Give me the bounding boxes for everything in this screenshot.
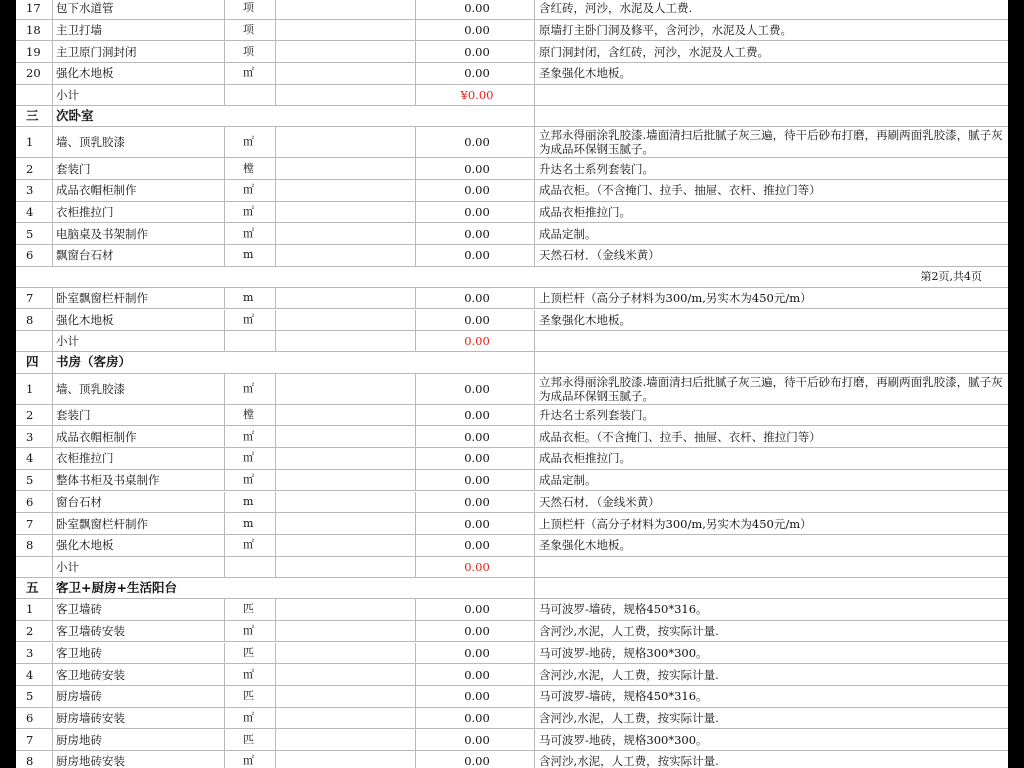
unit-cell[interactable]: ㎡ [225,374,276,404]
item-name-cell[interactable]: 套装门 [53,158,225,179]
amount-cell[interactable]: 0.00 [416,288,535,309]
item-name-cell[interactable]: 套装门 [53,405,225,426]
description-cell[interactable]: 天然石材．（金线米黄） [539,248,660,263]
description-cell[interactable]: 马可波罗-墙砖，规格450*316。 [539,602,708,617]
section-number-cell[interactable]: 三 [16,106,53,127]
table-row [16,599,1008,621]
section-title-cell[interactable]: 书房（客房） [53,352,535,373]
table-row [16,535,1008,557]
row-number-cell[interactable]: 4 [16,202,53,223]
table-row [16,20,1008,42]
row-number-cell[interactable] [16,331,53,351]
item-name-cell[interactable]: 飘窗台石材 [53,245,225,266]
unit-cell[interactable]: ㎡ [225,470,276,491]
quantity-cell[interactable] [276,426,416,447]
description-cell[interactable]: 含河沙,水泥，人工费，按实际计量. [539,754,719,768]
item-name-cell[interactable]: 客卫地砖安装 [53,664,225,685]
table-row [16,708,1008,730]
amount-cell[interactable]: 0.00 [416,751,535,768]
table-row [16,374,1008,405]
description-cell[interactable] [535,85,1008,105]
description-cell[interactable]: 上顶栏杆（高分子材料为300/m,另实木为450元/m） [539,291,812,306]
description-cell[interactable]: 上顶栏杆（高分子材料为300/m,另实木为450元/m） [539,516,812,531]
row-number-cell[interactable]: 4 [16,664,53,685]
amount-cell[interactable]: 0.00 [416,708,535,729]
item-name-cell[interactable]: 厨房地砖 [53,729,225,750]
amount-cell[interactable]: 0.00 [416,0,535,19]
quantity-cell[interactable] [276,20,416,41]
row-number-cell[interactable]: 20 [16,63,53,84]
row-number-cell[interactable]: 6 [16,492,53,513]
amount-cell[interactable]: 0.00 [416,448,535,469]
item-name-cell[interactable]: 窗台石材 [53,492,225,513]
row-number-cell[interactable]: 3 [16,180,53,201]
description-cell[interactable]: 原墙打主卧门洞及修平，含河沙，水泥及人工费。 [539,23,792,38]
description-cell[interactable]: 成品定制。 [539,473,597,488]
row-number-cell[interactable]: 5 [16,223,53,244]
item-name-cell[interactable]: 成品衣帽柜制作 [53,426,225,447]
subtotal-label-cell[interactable]: 小计 [53,85,225,105]
quantity-cell[interactable] [276,708,416,729]
item-name-cell[interactable]: 强化木地板 [53,310,225,331]
subtotal-label-cell[interactable]: 小计 [53,331,225,351]
item-name-cell[interactable]: 衣柜推拉门 [53,202,225,223]
description-cell[interactable] [535,557,1008,577]
quantity-cell[interactable] [276,405,416,426]
description-cell[interactable]: 圣象强化木地板。 [539,312,631,327]
description-cell[interactable]: 成品衣柜。（不含掩门、拉手、抽屉、衣杆、推拉门等） [539,429,821,444]
amount-cell[interactable]: 0.00 [416,63,535,84]
quantity-cell[interactable] [276,599,416,620]
description-cell[interactable]: 成品定制。 [539,226,597,241]
table-row [16,202,1008,224]
unit-cell[interactable]: ㎡ [225,535,276,556]
table-row [16,245,1008,267]
description-cell[interactable]: 成品衣柜。（不含掩门、拉手、抽屉、衣杆、推拉门等） [539,183,821,198]
table-row [16,448,1008,470]
quantity-cell[interactable] [276,513,416,534]
row-number-cell[interactable]: 17 [16,0,53,19]
quantity-cell[interactable] [276,470,416,491]
description-cell[interactable] [535,352,1008,373]
subtotal-row [16,331,1008,352]
table-row [16,127,1008,158]
row-number-cell[interactable]: 6 [16,708,53,729]
row-number-cell[interactable]: 6 [16,245,53,266]
unit-cell[interactable]: ㎡ [225,310,276,331]
amount-cell[interactable]: 0.00 [416,643,535,664]
table-row [16,426,1008,448]
table-row [16,180,1008,202]
item-name-cell[interactable]: 强化木地板 [53,63,225,84]
unit-cell[interactable]: 匹 [225,643,276,664]
amount-cell[interactable]: 0.00 [416,492,535,513]
unit-cell[interactable]: m [225,245,276,266]
amount-cell[interactable]: 0.00 [416,245,535,266]
row-number-cell[interactable]: 7 [16,729,53,750]
section-row [16,352,1008,374]
subtotal-row [16,557,1008,578]
description-cell[interactable]: 马可波罗-地砖，规格300*300。 [539,645,708,660]
description-cell[interactable]: 含红砖，河沙，水泥及人工费. [539,1,693,16]
amount-cell[interactable]: 0.00 [416,180,535,201]
row-number-cell[interactable]: 7 [16,288,53,309]
quantity-cell[interactable] [276,448,416,469]
unit-cell[interactable]: 樘 [225,405,276,426]
row-number-cell[interactable] [16,85,53,105]
section-number-cell[interactable]: 四 [16,352,53,373]
unit-cell[interactable]: 樘 [225,158,276,179]
description-cell[interactable]: 含河沙,水泥，人工费，按实际计量. [539,710,719,725]
description-cell[interactable]: 马可波罗-墙砖，规格450*316。 [539,689,708,704]
unit-cell[interactable]: 匹 [225,599,276,620]
unit-cell[interactable]: m [225,288,276,309]
row-number-cell[interactable]: 1 [16,374,53,404]
amount-cell[interactable]: 0.00 [416,686,535,707]
quantity-cell[interactable] [276,686,416,707]
quantity-cell[interactable] [276,729,416,750]
amount-cell[interactable]: 0.00 [416,664,535,685]
subtotal-label-cell[interactable]: 小计 [53,557,225,577]
description-cell[interactable]: 升达名士系列套装门。 [539,161,654,176]
amount-cell[interactable]: 0.00 [416,41,535,62]
row-number-cell[interactable]: 5 [16,470,53,491]
item-name-cell[interactable]: 衣柜推拉门 [53,448,225,469]
item-name-cell[interactable]: 强化木地板 [53,535,225,556]
amount-cell[interactable]: 0.00 [416,426,535,447]
item-name-cell[interactable]: 厨房地砖安装 [53,751,225,768]
unit-cell[interactable]: ㎡ [225,426,276,447]
item-name-cell[interactable]: 整体书柜及书桌制作 [53,470,225,491]
amount-cell[interactable]: 0.00 [416,310,535,331]
item-name-cell[interactable]: 主卫打墙 [53,20,225,41]
row-number-cell[interactable]: 1 [16,127,53,157]
description-cell[interactable]: 原门洞封闭，含红砖，河沙，水泥及人工费。 [539,44,769,59]
row-number-cell[interactable]: 4 [16,448,53,469]
unit-cell[interactable]: ㎡ [225,751,276,768]
unit-cell[interactable]: ㎡ [225,448,276,469]
description-cell[interactable]: 天然石材．（金线米黄） [539,494,660,509]
quantity-cell[interactable] [276,621,416,642]
row-number-cell[interactable]: 2 [16,158,53,179]
row-number-cell[interactable]: 3 [16,426,53,447]
item-name-cell[interactable]: 客卫墙砖 [53,599,225,620]
section-row [16,578,1008,600]
amount-cell[interactable]: 0.00 [416,513,535,534]
amount-cell[interactable]: 0.00 [416,470,535,491]
quantity-cell[interactable] [276,0,416,19]
section-title-cell[interactable]: 次卧室 [53,106,535,127]
row-number-cell[interactable]: 2 [16,405,53,426]
quantity-cell[interactable] [276,223,416,244]
quantity-cell[interactable] [276,643,416,664]
quantity-cell[interactable] [276,41,416,62]
quantity-cell[interactable] [276,492,416,513]
table-row [16,0,1008,20]
quantity-cell[interactable] [276,374,416,404]
amount-cell[interactable]: 0.00 [416,374,535,404]
amount-cell[interactable]: 0.00 [416,621,535,642]
table-row [16,470,1008,492]
table-row [16,664,1008,686]
quantity-cell[interactable] [276,664,416,685]
description-cell[interactable]: 成品衣柜推拉门。 [539,451,631,466]
row-number-cell[interactable]: 8 [16,751,53,768]
pagebreak-row [16,267,1008,288]
amount-cell[interactable]: 0.00 [416,127,535,157]
item-name-cell[interactable]: 厨房墙砖安装 [53,708,225,729]
subtotal-amount-cell[interactable]: 0.00 [416,557,535,577]
row-number-cell[interactable]: 5 [16,686,53,707]
row-number-cell[interactable]: 8 [16,535,53,556]
description-cell[interactable]: 圣象强化木地板。 [539,66,631,81]
unit-cell[interactable]: ㎡ [225,621,276,642]
description-cell[interactable] [535,106,1008,127]
description-cell[interactable]: 升达名士系列套装门。 [539,408,654,423]
unit-cell[interactable]: 项 [225,41,276,62]
item-name-cell[interactable]: 厨房墙砖 [53,686,225,707]
amount-cell[interactable]: 0.00 [416,202,535,223]
quantity-cell[interactable] [276,288,416,309]
row-number-cell[interactable]: 3 [16,643,53,664]
row-number-cell[interactable]: 7 [16,513,53,534]
subtotal-row [16,85,1008,106]
quantity-cell[interactable] [276,63,416,84]
item-name-cell[interactable]: 墙、顶乳胶漆 [53,127,225,157]
amount-cell[interactable]: 0.00 [416,599,535,620]
quantity-cell[interactable] [276,245,416,266]
row-number-cell[interactable]: 1 [16,599,53,620]
quantity-cell[interactable] [276,180,416,201]
quotation-sheet [16,0,1008,768]
unit-cell[interactable] [225,331,276,351]
description-cell[interactable]: 成品衣柜推拉门。 [539,205,631,220]
unit-cell[interactable]: ㎡ [225,202,276,223]
description-cell[interactable]: 立邦永得丽涂乳胶漆.墙面清扫后批腻子灰三遍，待干后砂布打磨，再刷两面乳胶漆，腻子灰为成品环保钢玉腻子。 [539,374,1003,403]
quantity-cell[interactable] [276,751,416,768]
item-name-cell[interactable]: 成品衣帽柜制作 [53,180,225,201]
table-row [16,513,1008,535]
table-row [16,310,1008,332]
description-cell[interactable]: 含河沙,水泥，人工费，按实际计量. [539,624,719,639]
table-row [16,405,1008,427]
description-cell[interactable]: 立邦永得丽涂乳胶漆.墙面清扫后批腻子灰三遍，待干后砂布打磨，再刷两面乳胶漆，腻子灰为成品环保钢玉腻子。 [539,128,1003,157]
unit-cell[interactable]: 匹 [225,729,276,750]
row-number-cell[interactable]: 2 [16,621,53,642]
unit-cell[interactable]: 项 [225,20,276,41]
table-row [16,223,1008,245]
page-indicator[interactable]: 第2页,共4页 [920,269,982,283]
row-number-cell[interactable]: 19 [16,41,53,62]
section-number-cell[interactable]: 五 [16,578,53,599]
unit-cell[interactable]: ㎡ [225,223,276,244]
unit-cell[interactable] [225,85,276,105]
unit-cell[interactable]: m [225,492,276,513]
item-name-cell[interactable]: 卧室飘窗栏杆制作 [53,288,225,309]
section-row [16,106,1008,128]
quantity-cell[interactable] [276,158,416,179]
quantity-cell[interactable] [276,535,416,556]
table-row [16,643,1008,665]
table-row [16,288,1008,310]
item-name-cell[interactable]: 卧室飘窗栏杆制作 [53,513,225,534]
quantity-cell[interactable] [276,127,416,157]
table-row [16,492,1008,514]
unit-cell[interactable]: ㎡ [225,63,276,84]
table-row [16,729,1008,751]
description-cell[interactable] [535,331,1008,351]
unit-cell[interactable]: ㎡ [225,180,276,201]
subtotal-amount-cell[interactable]: 0.00 [416,331,535,351]
item-name-cell[interactable]: 主卫原门洞封闭 [53,41,225,62]
unit-cell[interactable]: m [225,513,276,534]
item-name-cell[interactable]: 客卫地砖 [53,643,225,664]
amount-cell[interactable]: 0.00 [416,223,535,244]
amount-cell[interactable]: 0.00 [416,405,535,426]
amount-cell[interactable]: 0.00 [416,20,535,41]
item-name-cell[interactable]: 墙、顶乳胶漆 [53,374,225,404]
item-name-cell[interactable]: 电脑桌及书架制作 [53,223,225,244]
unit-cell[interactable]: ㎡ [225,664,276,685]
table-row [16,621,1008,643]
table-row [16,41,1008,63]
quantity-cell[interactable] [276,202,416,223]
quantity-cell[interactable] [276,331,416,351]
amount-cell[interactable]: 0.00 [416,158,535,179]
row-number-cell[interactable]: 18 [16,20,53,41]
item-name-cell[interactable]: 包下水道管 [53,0,225,19]
description-cell[interactable]: 马可波罗-地砖，规格300*300。 [539,732,708,747]
row-number-cell[interactable] [16,557,53,577]
table-row [16,686,1008,708]
subtotal-amount-cell[interactable]: ¥0.00 [416,85,535,105]
amount-cell[interactable]: 0.00 [416,535,535,556]
unit-cell[interactable]: 匹 [225,686,276,707]
section-title-cell[interactable]: 客卫+厨房+生活阳台 [53,578,535,599]
unit-cell[interactable]: 项 [225,0,276,19]
unit-cell[interactable]: ㎡ [225,708,276,729]
amount-cell[interactable]: 0.00 [416,729,535,750]
unit-cell[interactable]: ㎡ [225,127,276,157]
unit-cell[interactable] [225,557,276,577]
quantity-cell[interactable] [276,310,416,331]
row-number-cell[interactable]: 8 [16,310,53,331]
table-row [16,63,1008,85]
table-row [16,751,1008,768]
quantity-cell[interactable] [276,85,416,105]
item-name-cell[interactable]: 客卫墙砖安装 [53,621,225,642]
description-cell[interactable]: 含河沙,水泥，人工费，按实际计量. [539,667,719,682]
table-row [16,158,1008,180]
description-cell[interactable] [535,578,1008,599]
quantity-cell[interactable] [276,557,416,577]
description-cell[interactable]: 圣象强化木地板。 [539,538,631,553]
